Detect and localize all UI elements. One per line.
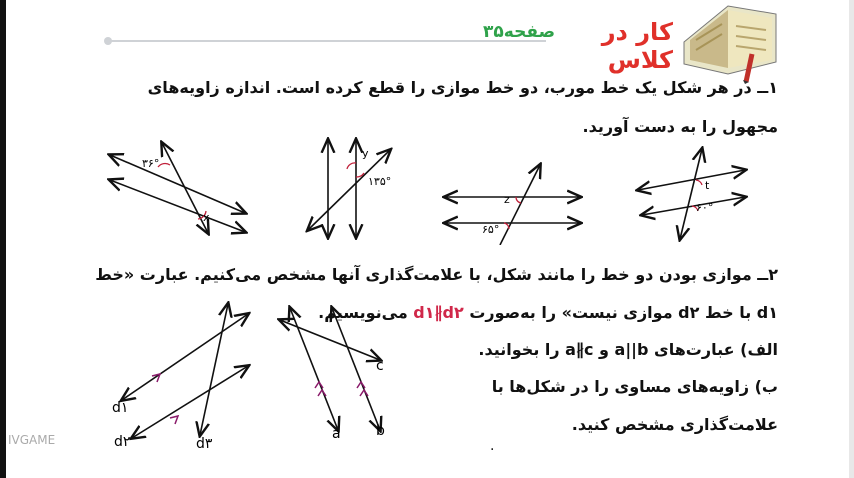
watermark: IVGAME <box>8 433 56 447</box>
figure-3 <box>445 165 580 245</box>
label-c: c <box>376 358 384 374</box>
fig1-angle-label: ۳۶° <box>142 157 160 170</box>
figure-abc-lines <box>280 308 385 442</box>
question2-part-b-line2: علامت‌گذاری مشخص کنید. <box>571 415 778 434</box>
figure-2 <box>308 140 391 237</box>
section-title: کار در کلاس <box>601 18 673 74</box>
book-icon <box>676 2 786 84</box>
label-d1: d۱ <box>112 400 129 416</box>
fig2-angle-label: ۱۳۵° <box>368 175 392 188</box>
fig4-angle-label: ۶۰° <box>696 201 714 214</box>
question2-line2-end: می‌نویسیم. <box>318 303 408 322</box>
left-border <box>0 0 6 478</box>
page-label: صفحه۳۵ <box>483 22 555 42</box>
figure-d-lines <box>112 304 248 450</box>
right-border <box>849 0 854 478</box>
fig3-angle-label: ۶۵° <box>482 223 500 236</box>
figure-4 <box>638 149 745 239</box>
fig4-var-label: t <box>705 179 710 192</box>
label-a: a <box>332 426 341 442</box>
question2-part-b-line1: ب) زاویه‌های مساوی را در شکل‌ها با <box>491 377 778 396</box>
label-b: b <box>376 423 385 439</box>
figures-row-2 <box>100 290 400 450</box>
fig1-var-label: x <box>203 211 210 224</box>
figure-1 <box>110 143 245 233</box>
question2-part-a: الف) عبارت‌های a||b و a∦c را بخوانید. <box>478 340 778 359</box>
question2-line2-start: d۱ با خط d۲ موازی نیست» را به‌صورت <box>469 303 778 322</box>
label-d2: d۲ <box>114 434 131 450</box>
question2-line1: ۲ــ موازی بودن دو خط را مانند شکل، با علامت‌گذاری آنها مشخص می‌کنیم. عبارت «خط <box>95 265 778 284</box>
fig2-var-label: y <box>362 147 369 160</box>
nonparallel-notation: d۱∦d۲ <box>413 303 464 322</box>
stray-dot: . <box>490 438 495 454</box>
question1-line1: ۱ــ در هر شکل یک خط مورب، دو خط موازی را قطع کرده است. اندازه زاویه‌های <box>147 78 778 97</box>
figures-row-1 <box>100 135 760 245</box>
question1-line2: مجهول را به دست آورید. <box>582 117 778 136</box>
fig3-var-label: z <box>504 193 510 206</box>
label-d3: d۳ <box>196 436 213 450</box>
